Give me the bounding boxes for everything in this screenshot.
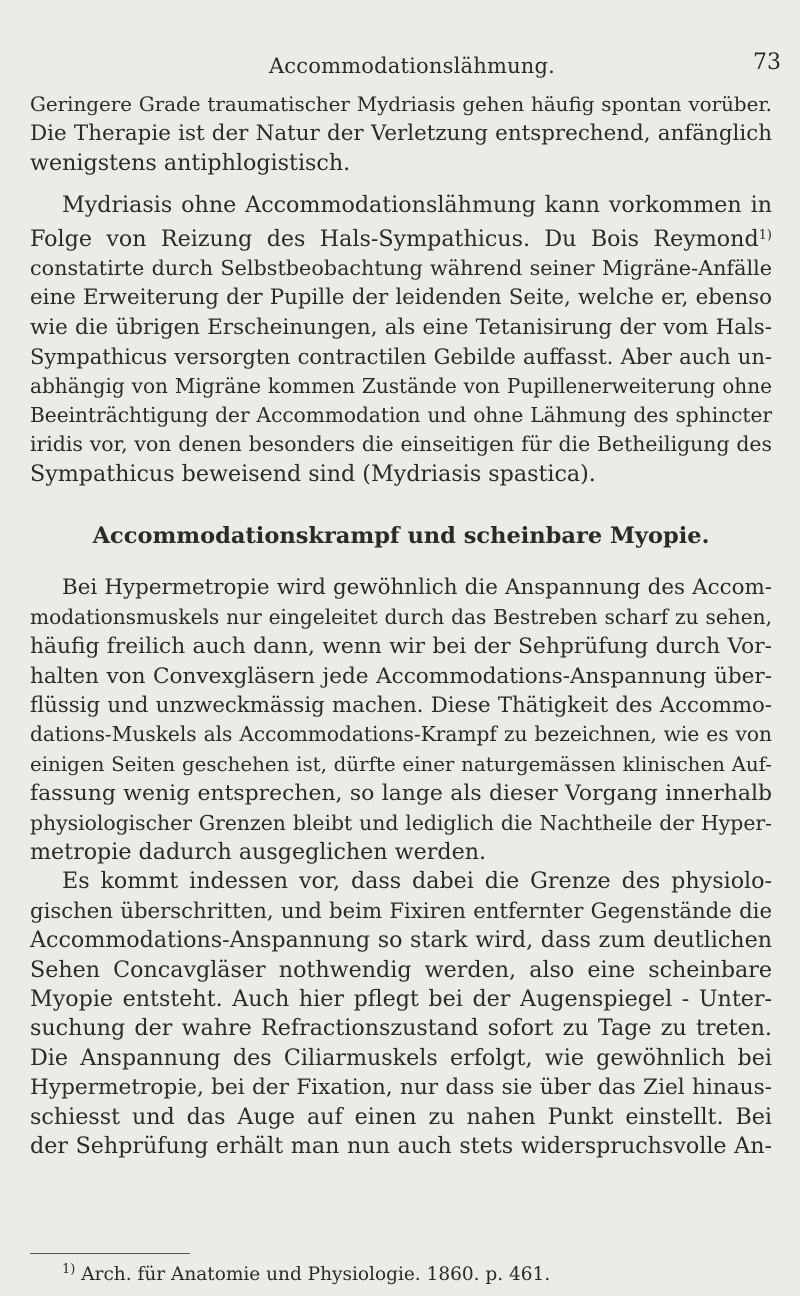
text-line: constatirte durch Selbstbeobachtung während seiner Migräne-Anfälle	[30, 256, 772, 281]
text-line: Es kommt indessen vor, dass dabei die Grenze des physiolo-	[62, 868, 772, 895]
footnote-text: Arch. für Anatomie und Physiologie. 1860. p. 461.	[81, 1264, 551, 1285]
running-head: Accommodationslähmung.	[268, 54, 556, 78]
footnote-divider	[30, 1253, 190, 1254]
text-line: Myopie entsteht. Auch hier pflegt bei der Augenspiegel - Unter-	[30, 985, 772, 1012]
text-line: Sehen Concavgläser nothwendig werden, also eine scheinbare	[30, 956, 772, 983]
text-line: dations-Muskels als Accommodations-Krampf zu bezeichnen, wie es von	[30, 722, 772, 747]
text-line: Geringere Grade traumatischer Mydriasis gehen häufig spontan vorüber.	[30, 93, 772, 116]
text-line: der Sehprüfung erhält man nun auch stets widerspruchsvolle An-	[30, 1133, 772, 1159]
text-line: iridis vor, von denen besonders die einseitigen für die Betheiligung des	[30, 432, 772, 457]
text-line: flüssig und unzweckmässig machen. Diese Thätigkeit des Accommo-	[30, 692, 772, 718]
text-line: Folge von Reizung des Hals-Sympathicus. Du Bois Reymond$^{1)}$	[30, 225, 772, 252]
text-line: fassung wenig entsprechen, so lange als dieser Vorgang innerhalb	[30, 781, 772, 807]
text-line: Beeinträchtigung der Accommodation und ohne Lähmung des sphincter	[30, 403, 772, 428]
text-line: Accommodations-Anspannung so stark wird, dass zum deutlichen	[30, 927, 772, 954]
text-line: schiesst und das Auge auf einen zu nahen Punkt einstellt. Bei	[30, 1103, 772, 1130]
text-line: metropie dadurch ausgeglichen werden.	[30, 838, 487, 865]
text-line: physiologischer Grenzen bleibt und lediglich die Nachtheile der Hyper-	[30, 810, 772, 835]
footnote-mark: 1)	[62, 1262, 76, 1277]
text-line: Hypermetropie, bei der Fixation, nur dass sie über das Ziel hinaus-	[30, 1075, 772, 1101]
section-heading: Accommodationskrampf und scheinbare Myopie.	[92, 523, 710, 550]
text-line: suchung der wahre Refractionszustand sofort zu Tage zu treten.	[30, 1015, 772, 1042]
text-line: wie die übrigen Erscheinungen, als eine Tetanisirung der vom Hals-	[30, 314, 772, 340]
text-line: wenigstens antiphlogistisch.	[30, 149, 351, 176]
body-text	[30, 90, 772, 1161]
text-line: modationsmuskels nur eingeleitet durch das Bestreben scharf zu sehen,	[30, 604, 772, 629]
text-line: Die Therapie ist der Natur der Verletzung entsprechend, anfänglich	[30, 121, 772, 147]
text-line: einigen Seiten geschehen ist, dürfte einer naturgemässen klinischen Auf-	[30, 752, 772, 776]
text-line: Mydriasis ohne Accommodationslähmung kann vorkommen in	[62, 192, 772, 219]
text-line: Sympathicus beweisend sind (Mydriasis spastica).	[30, 460, 596, 487]
text-line: häufig freilich auch dann, wenn wir bei der Sehprüfung durch Vor-	[30, 634, 772, 660]
text-line: abhängig von Migräne kommen Zustände von Pupillenerweiterung ohne	[30, 373, 772, 398]
text-line: Sympathicus versorgten contractilen Gebilde auffasst. Aber auch un-	[30, 344, 772, 370]
text-line: gischen überschritten, und beim Fixiren entfernter Gegenstände die	[30, 898, 772, 924]
text-line: eine Erweiterung der Pupille der leidenden Seite, welche er, ebenso	[30, 285, 772, 311]
footnote-reference: 1)	[758, 227, 772, 243]
footnote	[62, 1262, 550, 1285]
text-line: Bei Hypermetropie wird gewöhnlich die Anspannung des Accom-	[62, 575, 772, 601]
page-number: 73	[753, 50, 781, 75]
text-line: halten von Convexgläsern jede Accommodations-Anspannung über-	[30, 663, 772, 689]
text-line: Die Anspannung des Ciliarmuskels erfolgt, wie gewöhnlich bei	[30, 1044, 772, 1071]
